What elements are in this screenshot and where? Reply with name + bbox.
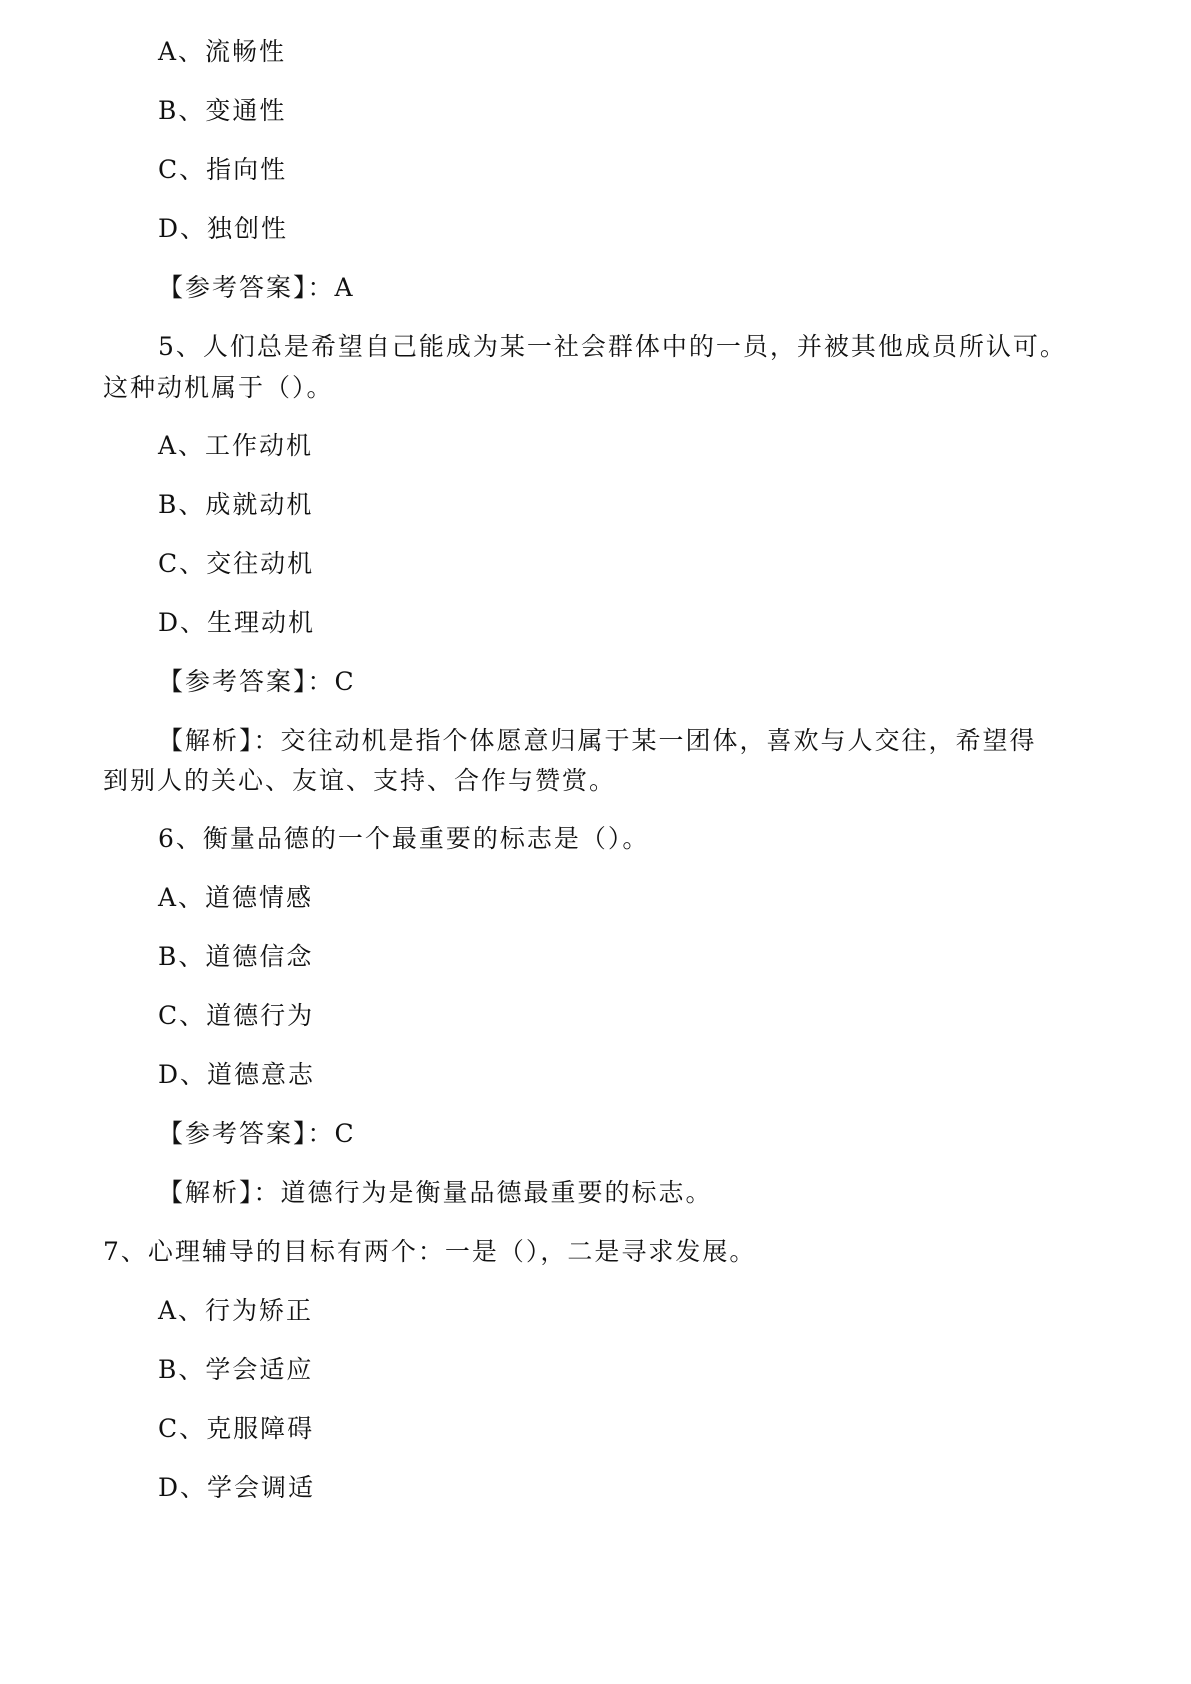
option-a: A、工作动机 [158,431,314,460]
option-b: B、变通性 [158,96,287,125]
option-d: D、学会调适 [158,1473,316,1502]
analysis: 【解析】：道德行为是衡量品德最重要的标志。 [158,1178,713,1207]
option-c: C、道德行为 [158,1001,315,1030]
question-stem-continued: 这种动机属于（）。 [103,373,334,402]
option-a: A、行为矫正 [158,1296,314,1325]
option-a: A、道德情感 [158,883,314,912]
analysis-continued: 到别人的关心、友谊、支持、合作与赞赏。 [103,766,617,795]
option-d: D、独创性 [158,214,289,243]
reference-answer: 【参考答案】：C [158,667,356,696]
reference-answer: 【参考答案】：A [158,273,355,302]
option-c: C、克服障碍 [158,1414,315,1443]
option-d: D、生理动机 [158,608,316,637]
option-b: B、成就动机 [158,490,314,519]
option-d: D、道德意志 [158,1060,316,1089]
option-b: B、学会适应 [158,1355,314,1384]
analysis: 【解析】：交往动机是指个体愿意归属于某一团体，喜欢与人交往，希望得 [158,726,1037,755]
question-stem: 7、心理辅导的目标有两个：一是（），二是寻求发展。 [103,1237,757,1266]
option-c: C、指向性 [158,155,288,184]
option-a: A、流畅性 [158,37,287,66]
option-c: C、交往动机 [158,549,315,578]
question-stem: 6、衡量品德的一个最重要的标志是（）。 [158,824,650,853]
question-stem: 5、人们总是希望自己能成为某一社会群体中的一员，并被其他成员所认可。 [158,332,1067,361]
reference-answer: 【参考答案】：C [158,1119,356,1148]
option-b: B、道德信念 [158,942,314,971]
